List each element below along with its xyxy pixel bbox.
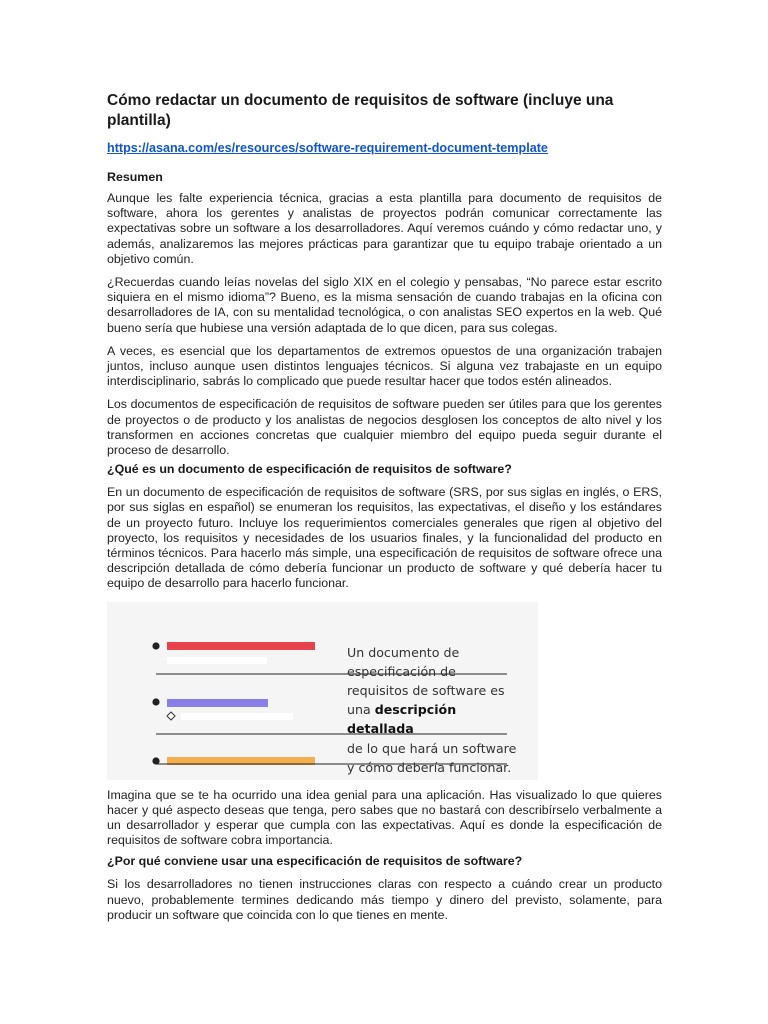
paragraph-1: Aunque les falte experiencia técnica, gracias a esta plantilla para documento de requisitos de software, ahora los gerentes y analistas de proyectos podrán comunicar correctamente las expectativas sobre un software a los desarrolladores. Aquí veremos cuándo y cómo redactar uno, y además, analizaremos las mejores prácticas para garantizar que tu equipo trabaje orientado a un objetivo común. — [107, 191, 662, 266]
paragraph-6: Imagina que se te ha ocurrido una idea genial para una aplicación. Has visualizado lo que quieres hacer y qué aspecto deseas que tenga, pero sabes que no bastará con describírselo verbalmente a un desarrollador y esperar que cumpla con las expectativas. Aquí es donde la especificación de requisitos de software cobra importancia. — [107, 787, 662, 848]
page-title: Cómo redactar un documento de requisitos de software (incluye una plantilla) — [107, 92, 614, 129]
light-bar — [167, 657, 267, 664]
paragraph-5: En un documento de especificación de requisitos de software (SRS, por sus siglas en inglés, o ERS, por sus siglas en español) se enumeran los requisitos, las expectativas, el diseño y los estándares de un proyecto futuro. Incluye los requerimientos comerciales generales que rigen al objetivo del proyecto, los requisitos y necesidades de los usuarios finales, y la funcionalidad del producto en términos técnicos. Para hacerlo más simple, una especificación de requisitos de software ofrece una descripción detallada de cómo debería funcionar un producto de software y qué debería hacer tu equipo de desarrollo para hacerlo funcionar. — [107, 485, 662, 591]
caption-line: de lo que hará un software — [347, 740, 517, 756]
red-bar — [167, 642, 315, 650]
purple-bar — [167, 699, 268, 707]
srs-illustration — [107, 602, 538, 780]
paragraph-2: ¿Recuerdas cuando leías novelas del siglo XIX en el colegio y pensabas, “No parece estar escrito siquiera en el mismo idioma”? Bueno, es la misma sensación de cuando trabajas en la oficina con desarrolladores de IA, con su mentalidad tecnológica, o con analistas SEO expertos en la web. Qué bueno sería que hubiese una versión adaptada de lo que dicen, para sus colegas. — [107, 275, 662, 335]
diamond-icon — [167, 712, 175, 720]
summary-heading: Resumen — [107, 170, 163, 184]
caption-line — [347, 700, 527, 738]
caption-line: y cómo debería funcionar. — [347, 759, 512, 775]
document-content — [107, 91, 662, 923]
paragraph-4: Los documentos de especificación de requisitos de software pueden ser útiles para que los gerentes de proyectos o de producto y los analistas de negocios desglosen los conceptos de alto nivel y los transformen en acciones concretas que cualquier miembro del equipo pueda seguir durante el proceso de desarrollo. — [107, 397, 662, 458]
light-bar — [181, 713, 293, 720]
caption-line: requisitos de software es — [347, 683, 505, 699]
section-heading-what: ¿Qué es un documento de especificación de requisitos de software? — [107, 462, 512, 477]
paragraph-7: Si los desarrolladores no tienen instrucciones claras con respecto a cuándo crear un producto nuevo, probablemente termines dedicando más tiempo y dinero del previsto, solamente, para producir un software que coincida con lo que tienes en mente. — [107, 877, 662, 922]
bullet-dot — [152, 698, 159, 705]
paragraph-3: A veces, es esencial que los departamentos de extremos opuestos de una organización trabajen juntos, incluso aunque usen distintos lenguajes técnicos. Si alguna vez trabajaste en un equipo interdisciplinario, sabrás lo complicado que puede resultar hacer que todos estén alineados. — [107, 343, 662, 389]
caption-emphasis: descripción detallada — [347, 702, 457, 737]
source-link[interactable]: https://asana.com/es/resources/software-requirement-document-template — [107, 141, 548, 155]
illustration-caption — [347, 643, 527, 777]
caption-line: especificación de — [347, 663, 456, 679]
section-heading-why: ¿Por qué conviene usar una especificación de requisitos de software? — [107, 854, 523, 869]
caption-line: Un documento de — [347, 644, 460, 660]
caption-word: una — [347, 702, 371, 718]
bullet-dot — [152, 642, 159, 649]
